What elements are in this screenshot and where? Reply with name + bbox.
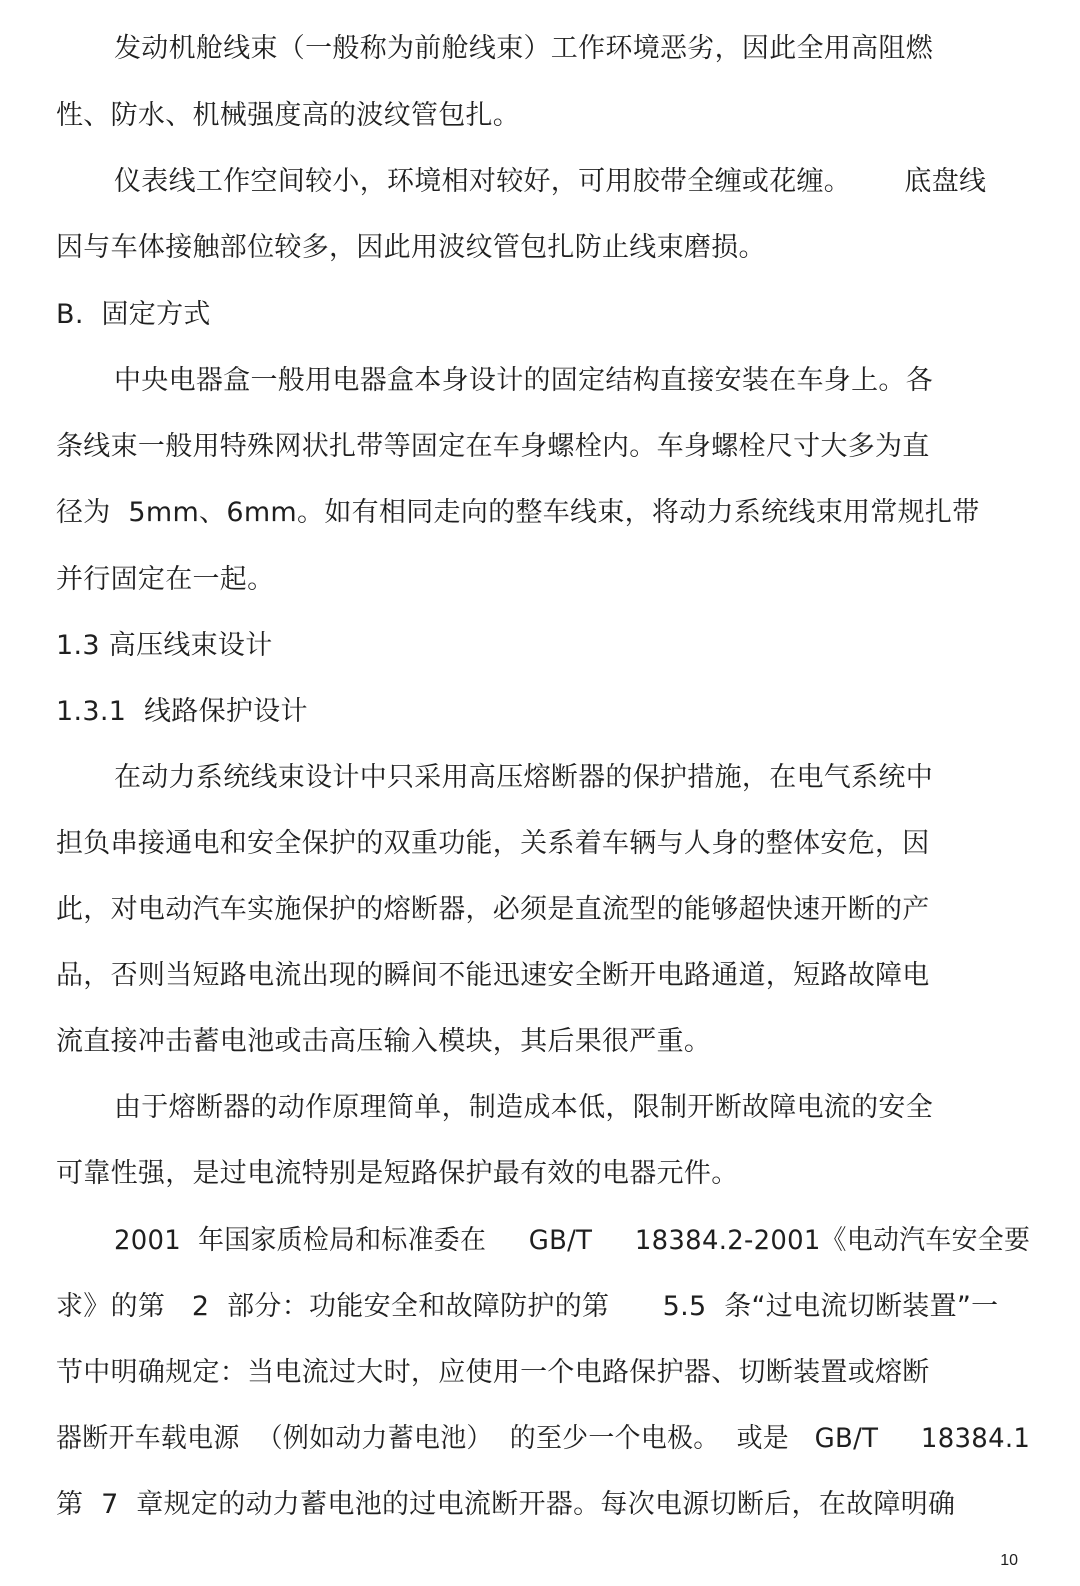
page-number: 10 [1000,1552,1018,1569]
section-heading: 1.3 高压线束设计 [56,630,273,661]
paragraph-line: 此，对电动汽车实施保护的熔断器，必须是直流型的能够超快速开断的产 [56,894,930,925]
subsection-heading: 1.3.1 线路保护设计 [56,696,308,727]
paragraph-line: 可靠性强，是过电流特别是短路保护最有效的电器元件。 [56,1158,739,1189]
paragraph-line: 担负串接通电和安全保护的双重功能，关系着车辆与人身的整体安危，因 [56,828,930,859]
section-heading: B. 固定方式 [56,299,211,330]
paragraph-line: 在动力系统线束设计中只采用高压熔断器的保护措施，在电气系统中 [114,762,933,793]
paragraph-line: 品，否则当短路电流出现的瞬间不能迅速安全断开电路通道，短路故障电 [56,960,930,991]
paragraph-line: 求》的第 2 部分：功能安全和故障防护的第 5.5 条“过电流切断装置”一 [56,1291,999,1322]
paragraph-line: 第 7 章规定的动力蓄电池的过电流断开器。每次电源切断后，在故障明确 [56,1489,956,1520]
paragraph-line: 流直接冲击蓄电池或击高压输入模块，其后果很严重。 [56,1026,712,1057]
paragraph-line: 节中明确规定：当电流过大时，应使用一个电路保护器、切断装置或熔断 [56,1357,930,1388]
paragraph-line: 仪表线工作空间较小，环境相对较好，可用胶带全缠或花缠。 底盘线 [114,166,987,197]
paragraph-line: 2001 年国家质检局和标准委在 GB/T 18384.2-2001《电动汽车安全要 [114,1225,1031,1256]
paragraph-line: 发动机舱线束（一般称为前舱线束）工作环境恶劣，因此全用高阻燃 [114,33,933,64]
paragraph-line: 并行固定在一起。 [56,564,275,595]
paragraph-line: 径为 5mm、6mm。如有相同走向的整车线束，将动力系统线束用常规扎带 [56,497,980,528]
paragraph-line: 器断开车载电源 （例如动力蓄电池） 的至少一个电极。 或是 GB/T 18384.1 [56,1423,1031,1454]
paragraph-line: 因与车体接触部位较多，因此用波纹管包扎防止线束磨损。 [56,232,766,263]
paragraph-line: 性、防水、机械强度高的波纹管包扎。 [56,100,521,131]
paragraph-line: 条线束一般用特殊网状扎带等固定在车身螺栓内。车身螺栓尺寸大多为直 [56,431,930,462]
paragraph-line: 由于熔断器的动作原理简单，制造成本低，限制开断故障电流的安全 [114,1092,933,1123]
paragraph-line: 中央电器盒一般用电器盒本身设计的固定结构直接安装在车身上。各 [114,365,933,396]
